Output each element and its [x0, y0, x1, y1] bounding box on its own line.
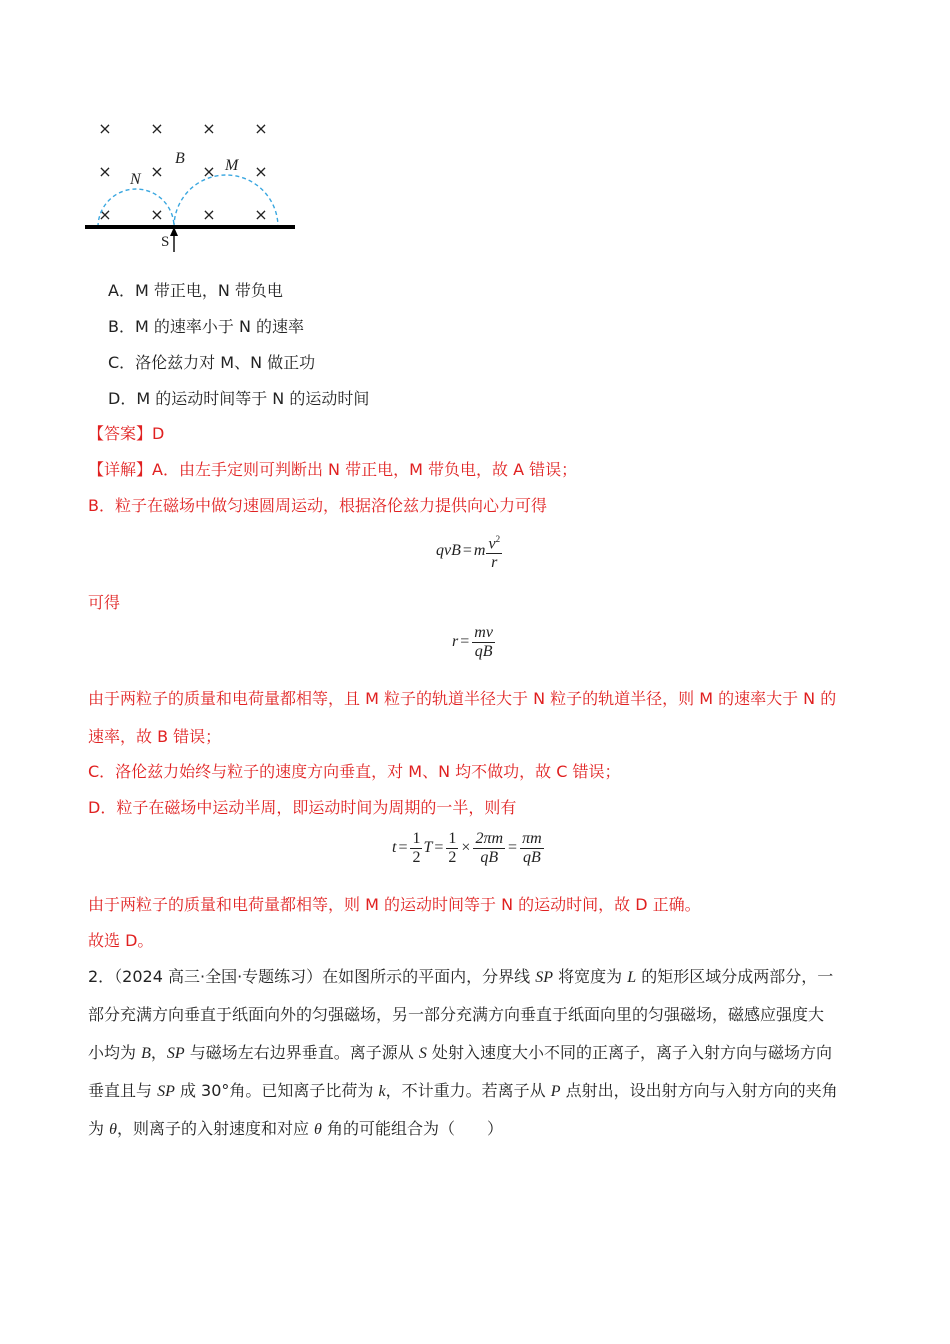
- label-b: B: [175, 150, 185, 167]
- field-cross: ×: [202, 205, 216, 224]
- question2-line-2: 部分充满方向垂直于纸面向外的匀强磁场，另一部分充满方向垂直于纸面向里的匀强磁场，磁感应强度大: [88, 1005, 825, 1024]
- formula-radius: r = $\frac{mv}{qB}$: [452, 624, 493, 660]
- field-cross: ×: [254, 162, 268, 181]
- field-cross: ×: [98, 205, 112, 224]
- field-cross: ×: [98, 162, 112, 181]
- field-cross: ×: [98, 119, 112, 138]
- explanation-line-1: 【详解】A．由左手定则可判断出 N 带正电，M 带负电，故 A 错误；: [88, 460, 578, 479]
- label-s: S: [161, 234, 170, 250]
- explanation-kede: 可得: [88, 593, 121, 612]
- formula-centripetal: qvB = m $\frac{v^2}{r}$: [436, 530, 503, 572]
- field-cross: ×: [202, 119, 216, 138]
- option-b: B．M 的速率小于 N 的速率: [108, 317, 305, 336]
- explanation-line-5: D．粒子在磁场中运动半周，即运动时间为周期的一半，则有: [88, 798, 517, 817]
- question2-line-1: 2．（2024 高三·全国·专题练习）在如图所示的平面内，分界线 SP 将宽度为 L 的矩形区域分成两部分，一: [88, 967, 834, 986]
- field-cross: ×: [202, 162, 216, 181]
- field-cross: ×: [150, 162, 164, 181]
- label-n: N: [130, 171, 141, 188]
- explanation-line-3a: 由于两粒子的质量和电荷量都相等，且 M 粒子的轨道半径大于 N 粒子的轨道半径，则 M 的速率大于 N 的: [88, 689, 837, 708]
- formula-time: t = $\frac{1}{2}$ T = $\frac{1}{2}$ × $\frac{2\pi m}{qB}$ = $\frac{\pi m}{qB}$: [392, 830, 542, 866]
- question2-line-5: 为 θ，则离子的入射速度和对应 θ 角的可能组合为（ ）: [88, 1119, 503, 1138]
- explanation-line-7: 故选 D。: [88, 931, 154, 950]
- explanation-line-3b: 速率，故 B 错误；: [88, 727, 222, 746]
- field-cross: ×: [254, 119, 268, 138]
- explanation-line-6: 由于两粒子的质量和电荷量都相等，则 M 的运动时间等于 N 的运动时间，故 D 正确。: [88, 895, 701, 914]
- explanation-line-2: B．粒子在磁场中做匀速圆周运动，根据洛伦兹力提供向心力可得: [88, 496, 547, 515]
- field-cross: ×: [150, 119, 164, 138]
- question2-line-3: 小均为 B，SP 与磁场左右边界垂直。离子源从 S 处射入速度大小不同的正离子，离子入射方向与磁场方向: [88, 1043, 832, 1062]
- label-m: M: [225, 157, 239, 174]
- option-a: A．M 带正电，N 带负电: [108, 281, 283, 300]
- option-c: C．洛伦兹力对 M、N 做正功: [108, 353, 316, 372]
- field-cross: ×: [150, 205, 164, 224]
- magnetic-field-diagram: [80, 110, 310, 260]
- explanation-line-4: C．洛伦兹力始终与粒子的速度方向垂直，对 M、N 均不做功，故 C 错误；: [88, 762, 621, 781]
- field-cross: ×: [254, 205, 268, 224]
- answer: 【答案】D: [88, 424, 165, 443]
- question2-line-4: 垂直且与 SP 成 30°角。已知离子比荷为 k，不计重力。若离子从 P 点射出，设出射方向与入射方向的夹角: [88, 1081, 838, 1100]
- option-d: D．M 的运动时间等于 N 的运动时间: [108, 389, 370, 408]
